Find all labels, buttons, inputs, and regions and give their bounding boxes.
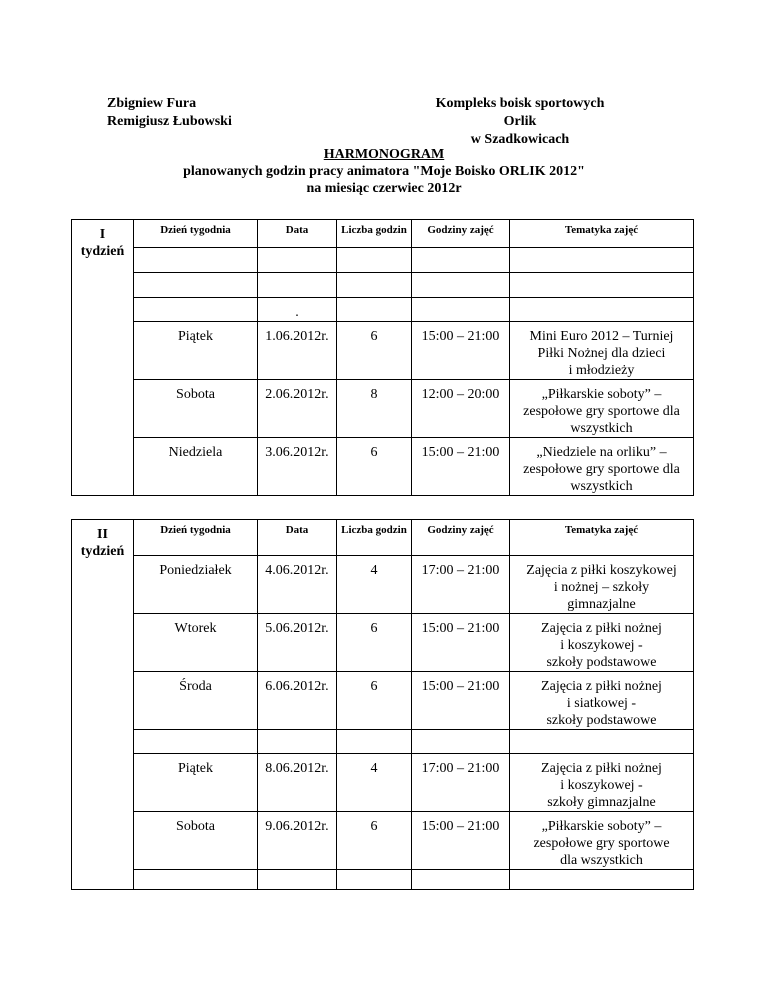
row-time: 15:00 – 21:00	[412, 614, 510, 672]
row-hours: 8	[337, 380, 412, 438]
row-time: 15:00 – 21:00	[412, 322, 510, 380]
topic-line: gimnazjalne	[567, 597, 636, 612]
topic-line: i koszykowej -	[560, 778, 643, 793]
column-header-topic: Tematyka zajęć	[510, 520, 694, 556]
topic-line: Zajęcia z piłki nożnej	[541, 621, 662, 636]
table-row	[72, 754, 694, 812]
row-topic	[510, 614, 694, 672]
row-day: Środa	[134, 672, 258, 730]
topic-line: Piłki Nożnej dla dzieci	[537, 346, 666, 361]
table-row	[72, 672, 694, 730]
week-1-word: tydzień	[80, 244, 125, 259]
row-date: 2.06.2012r.	[258, 380, 337, 438]
row-topic	[510, 438, 694, 496]
table-row	[72, 438, 694, 496]
table-row	[72, 380, 694, 438]
topic-line: Zajęcia z piłki koszykowej	[526, 563, 677, 578]
row-date: 6.06.2012r.	[258, 672, 337, 730]
week-2-number: II	[97, 527, 108, 542]
topic-line: i nożnej – szkoły	[553, 580, 650, 595]
table-row	[72, 556, 694, 614]
row-date: 1.06.2012r.	[258, 322, 337, 380]
topic-line: dla wszystkich	[560, 853, 643, 868]
title-main: HARMONOGRAM	[323, 147, 445, 162]
topic-line: „Niedziele na orliku” –	[536, 445, 667, 460]
row-hours: 6	[337, 614, 412, 672]
row-topic	[510, 556, 694, 614]
table-row-empty	[72, 273, 694, 298]
table-row	[72, 322, 694, 380]
row-hours: 6	[337, 438, 412, 496]
topic-line: wszystkich	[570, 421, 633, 436]
row-hours: 4	[337, 556, 412, 614]
column-header-day: Dzień tygodnia	[134, 520, 258, 556]
table-row-empty	[72, 870, 694, 890]
author-name-2: Remigiusz Łubowski	[107, 114, 232, 129]
row-date: 4.06.2012r.	[258, 556, 337, 614]
title-line-3: na miesiąc czerwiec 2012r	[306, 181, 462, 196]
table-row-empty	[72, 248, 694, 273]
column-header-date: Data	[258, 220, 337, 248]
row-day: Piątek	[134, 754, 258, 812]
column-header-topic: Tematyka zajęć	[510, 220, 694, 248]
row-time: 12:00 – 20:00	[412, 380, 510, 438]
row-hours: 4	[337, 754, 412, 812]
topic-line: i siatkowej -	[566, 696, 637, 711]
week-2-label	[72, 520, 134, 890]
column-header-hours-count: Liczba godzin	[337, 520, 412, 556]
week-2-word: tydzień	[80, 544, 125, 559]
week-2-table	[71, 519, 694, 890]
author-names	[107, 95, 232, 131]
row-hours: 6	[337, 322, 412, 380]
empty-mark: .	[258, 298, 337, 322]
row-time: 15:00 – 21:00	[412, 672, 510, 730]
row-hours: 6	[337, 812, 412, 870]
row-topic	[510, 754, 694, 812]
column-header-hours-count: Liczba godzin	[337, 220, 412, 248]
row-date: 9.06.2012r.	[258, 812, 337, 870]
venue-line-2: w Szadkowicach	[470, 132, 570, 147]
row-day: Sobota	[134, 380, 258, 438]
row-date: 8.06.2012r.	[258, 754, 337, 812]
row-day: Piątek	[134, 322, 258, 380]
topic-line: Mini Euro 2012 – Turniej	[529, 329, 674, 344]
table-row-empty	[72, 298, 694, 322]
row-time: 15:00 – 21:00	[412, 812, 510, 870]
column-header-time: Godziny zajęć	[412, 220, 510, 248]
topic-line: Zajęcia z piłki nożnej	[541, 761, 662, 776]
topic-line: Zajęcia z piłki nożnej	[541, 679, 662, 694]
row-date: 3.06.2012r.	[258, 438, 337, 496]
title-line-2: planowanych godzin pracy animatora "Moje Boisko ORLIK 2012"	[183, 164, 585, 179]
column-header-date: Data	[258, 520, 337, 556]
document-title	[0, 146, 768, 197]
week-1-label	[72, 220, 134, 496]
venue-name	[420, 95, 620, 149]
topic-line: szkoły podstawowe	[546, 713, 657, 728]
row-date: 5.06.2012r.	[258, 614, 337, 672]
row-time: 17:00 – 21:00	[412, 556, 510, 614]
topic-line: wszystkich	[570, 479, 633, 494]
row-topic	[510, 812, 694, 870]
topic-line: zespołowe gry sportowe	[533, 836, 670, 851]
topic-line: szkoły podstawowe	[546, 655, 657, 670]
topic-line: „Piłkarskie soboty” –	[541, 387, 662, 402]
week-1-number: I	[99, 227, 106, 242]
row-topic	[510, 322, 694, 380]
row-time: 15:00 – 21:00	[412, 438, 510, 496]
topic-line: szkoły gimnazjalne	[547, 795, 656, 810]
row-topic	[510, 672, 694, 730]
row-day: Wtorek	[134, 614, 258, 672]
row-hours: 6	[337, 672, 412, 730]
author-name-1: Zbigniew Fura	[107, 96, 197, 111]
topic-line: zespołowe gry sportowe dla	[523, 404, 680, 419]
row-day: Poniedziałek	[134, 556, 258, 614]
topic-line: „Piłkarskie soboty” –	[541, 819, 662, 834]
row-day: Sobota	[134, 812, 258, 870]
table-row-empty	[72, 730, 694, 754]
column-header-time: Godziny zajęć	[412, 520, 510, 556]
column-header-day: Dzień tygodnia	[134, 220, 258, 248]
table-row	[72, 812, 694, 870]
table-row	[72, 614, 694, 672]
row-topic	[510, 380, 694, 438]
topic-line: i koszykowej -	[560, 638, 643, 653]
venue-line-1: Kompleks boisk sportowych Orlik	[435, 96, 605, 129]
row-day: Niedziela	[134, 438, 258, 496]
row-time: 17:00 – 21:00	[412, 754, 510, 812]
topic-line: zespołowe gry sportowe dla	[523, 462, 680, 477]
week-1-table	[71, 219, 694, 496]
topic-line: i młodzieży	[568, 363, 635, 378]
